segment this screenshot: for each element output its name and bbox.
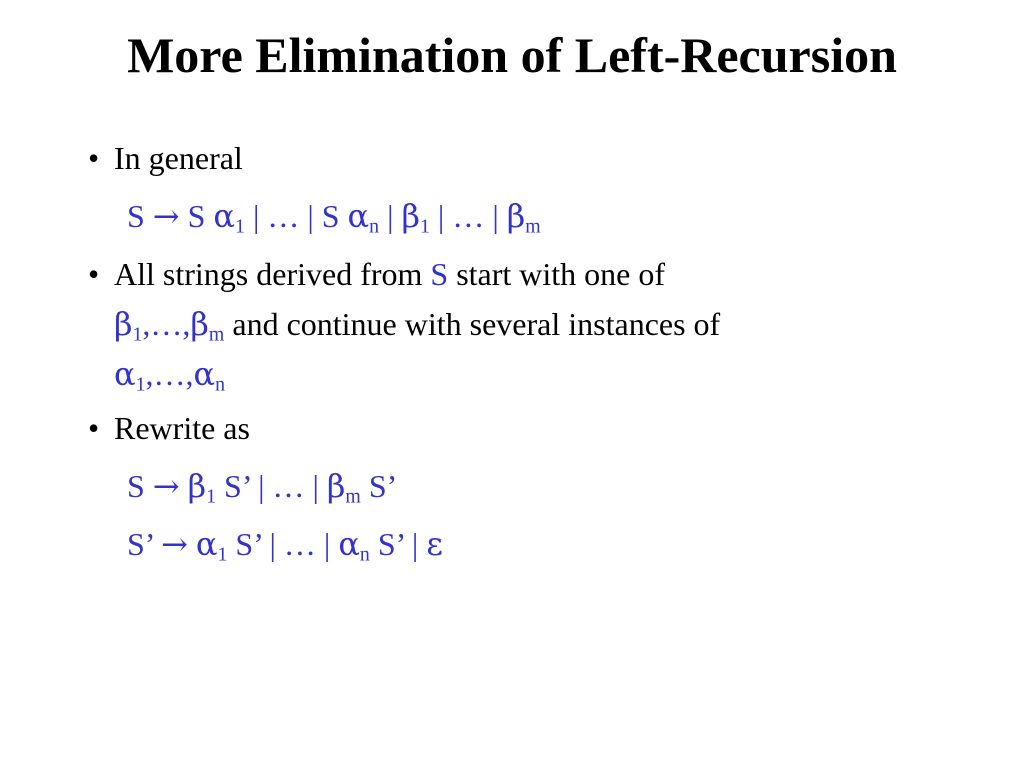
bullet-text-continue: and continue with several instances of bbox=[232, 306, 721, 342]
bullet-all-strings-line2 bbox=[114, 305, 721, 346]
formula-rewrite-1: $S \to \beta_1$ S’ | … | $\beta_m$ S’ bbox=[127, 467, 398, 508]
alpha-sequence: $\alpha_1,\dots,\alpha_n$ bbox=[114, 355, 226, 396]
highlight-S: S bbox=[430, 256, 449, 292]
bullet-rewrite-as bbox=[88, 412, 250, 444]
bullet-in-general bbox=[88, 142, 243, 174]
bullet-marker: • bbox=[88, 140, 100, 176]
bullet-all-strings bbox=[88, 258, 665, 290]
formula-general: S → S $\alpha_1$ | … | S $\alpha_n$ | $\beta_1$ | … | $\beta_m$ bbox=[127, 197, 541, 238]
bullet-text-prefix: All strings derived from bbox=[114, 256, 423, 292]
bullet-marker: • bbox=[88, 256, 100, 292]
formula-rewrite-2: S’ → $\alpha_1$ S’ | … | $\alpha_n$ S’ | ε bbox=[127, 525, 443, 566]
slide-title: More Elimination of Left-Recursion bbox=[127, 27, 897, 83]
bullet-text: Rewrite as bbox=[114, 410, 250, 446]
beta-sequence: $\beta_1,\dots,\beta_m$ bbox=[114, 305, 225, 346]
bullet-text-suffix: start with one of bbox=[456, 256, 666, 292]
bullet-marker: • bbox=[88, 410, 100, 446]
bullet-text: In general bbox=[114, 140, 243, 176]
